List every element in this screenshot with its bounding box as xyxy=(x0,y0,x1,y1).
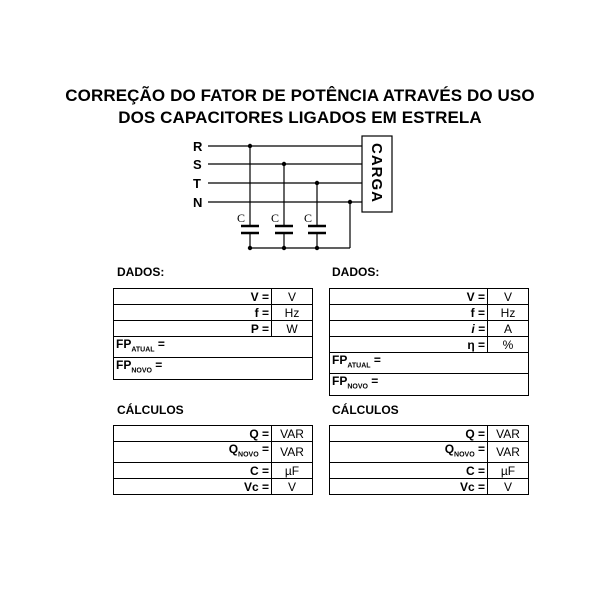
table-row xyxy=(114,358,313,379)
row-unit: V xyxy=(488,289,529,305)
row-unit: % xyxy=(488,337,529,353)
phase-label-t: T xyxy=(193,176,201,191)
junction-r xyxy=(248,144,252,148)
left-dados-heading: DADOS: xyxy=(117,265,165,279)
table-row xyxy=(330,442,529,463)
table-row xyxy=(114,337,313,358)
row-unit: VAR xyxy=(272,442,313,463)
row-label: $Q_{NOVO}$ = xyxy=(114,442,272,463)
table-row xyxy=(330,353,529,374)
table-row xyxy=(330,337,529,353)
table-row xyxy=(330,321,529,337)
right-dados-heading: DADOS: xyxy=(332,265,380,279)
row-label: $FP_{ATUAL}$ = xyxy=(330,353,529,374)
junction-bus-3 xyxy=(315,246,319,250)
row-unit: W xyxy=(272,321,313,337)
junction-s xyxy=(282,162,286,166)
row-unit: V xyxy=(272,479,313,495)
row-label: Vc = xyxy=(330,479,488,495)
capacitor-label-3: C xyxy=(304,211,313,225)
row-unit: VAR xyxy=(272,426,313,442)
row-label: Q = xyxy=(330,426,488,442)
row-label: f = xyxy=(114,305,272,321)
table-row xyxy=(114,479,313,495)
row-label: V = xyxy=(330,289,488,305)
row-unit: A xyxy=(488,321,529,337)
row-unit: Hz xyxy=(488,305,529,321)
row-label: V = xyxy=(114,289,272,305)
phase-label-s: S xyxy=(193,157,202,172)
row-unit: VAR xyxy=(488,426,529,442)
left-calc-table xyxy=(113,425,313,495)
phase-label-n: N xyxy=(193,195,203,210)
title-line-2: DOS CAPACITORES LIGADOS EM ESTRELA xyxy=(118,108,482,127)
junction-n xyxy=(348,200,352,204)
row-label: f = xyxy=(330,305,488,321)
table-row xyxy=(330,426,529,442)
left-dados-table xyxy=(113,288,313,380)
row-label: η = xyxy=(330,337,488,353)
table-row xyxy=(114,305,313,321)
title-line-1: CORREÇÃO DO FATOR DE POTÊNCIA ATRAVÉS DO USO xyxy=(65,86,535,105)
row-label: $Q_{NOVO}$ = xyxy=(330,442,488,463)
row-unit: VAR xyxy=(488,442,529,463)
row-label: P = xyxy=(114,321,272,337)
table-row xyxy=(114,321,313,337)
row-unit: V xyxy=(272,289,313,305)
junction-t xyxy=(315,181,319,185)
table-row xyxy=(114,463,313,479)
row-label: C = xyxy=(330,463,488,479)
capacitor-label-2: C xyxy=(271,211,280,225)
row-unit: Hz xyxy=(272,305,313,321)
left-calc-heading: CÁLCULOS xyxy=(117,403,184,417)
row-label: i = xyxy=(330,321,488,337)
row-label: $FP_{ATUAL}$ = xyxy=(114,337,313,358)
table-row xyxy=(330,479,529,495)
row-unit: µF xyxy=(488,463,529,479)
table-row xyxy=(114,442,313,463)
row-label: $FP_{NOVO}$ = xyxy=(114,358,313,379)
table-row xyxy=(330,305,529,321)
junction-bus-1 xyxy=(248,246,252,250)
row-label: $FP_{NOVO}$ = xyxy=(330,374,529,395)
row-label: Q = xyxy=(114,426,272,442)
capacitor-label-1: C xyxy=(237,211,246,225)
table-row xyxy=(114,289,313,305)
table-row xyxy=(114,426,313,442)
row-unit: V xyxy=(488,479,529,495)
table-row xyxy=(330,289,529,305)
table-row xyxy=(330,463,529,479)
junction-bus-2 xyxy=(282,246,286,250)
right-dados-table xyxy=(329,288,529,396)
table-row xyxy=(330,374,529,395)
phase-label-r: R xyxy=(193,139,203,154)
row-label: Vc = xyxy=(114,479,272,495)
row-label: C = xyxy=(114,463,272,479)
load-label: CARGA xyxy=(368,143,385,203)
row-unit: µF xyxy=(272,463,313,479)
right-calc-table xyxy=(329,425,529,495)
right-calc-heading: CÁLCULOS xyxy=(332,403,399,417)
